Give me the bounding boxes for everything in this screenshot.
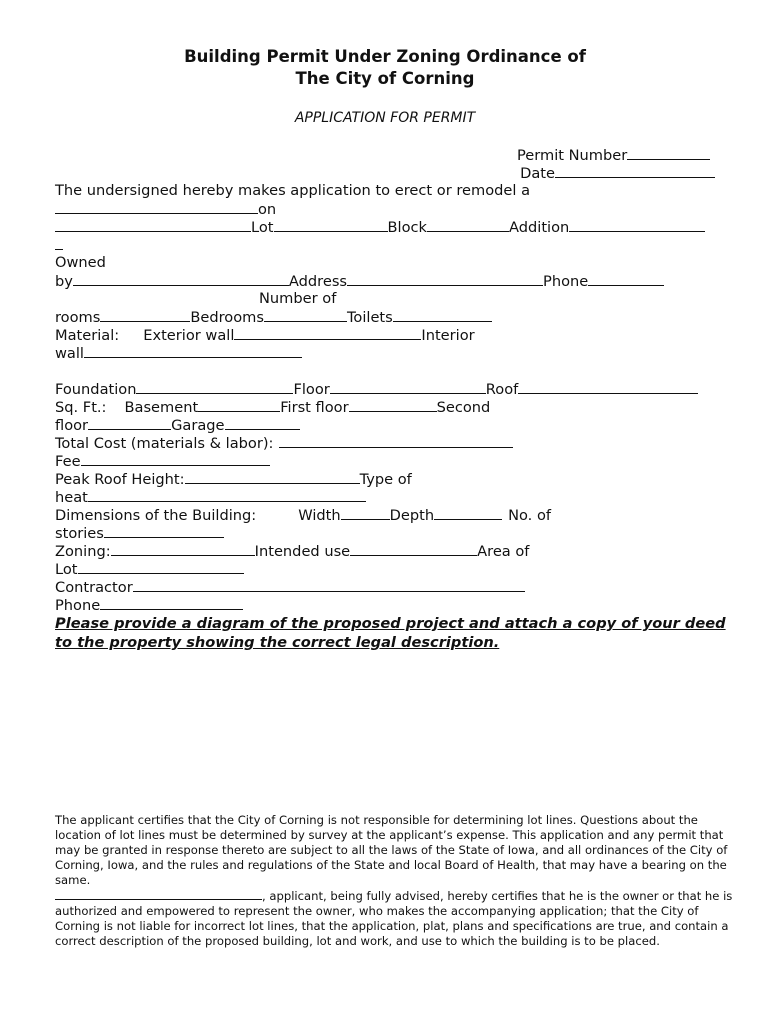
toilets-label: Toilets <box>346 309 393 326</box>
bedrooms-field[interactable] <box>264 308 347 322</box>
foundation-row <box>55 380 698 399</box>
lot-label: Lot <box>251 219 274 236</box>
address-field[interactable] <box>347 272 543 286</box>
second-label: Second <box>436 399 491 416</box>
dimensions-row <box>55 506 551 525</box>
interior-label: Interior <box>421 327 475 344</box>
rooms-row <box>55 308 492 327</box>
lot-area-field[interactable] <box>78 560 244 574</box>
fee-row <box>55 452 270 471</box>
first-floor-field[interactable] <box>349 398 437 412</box>
exterior-wall-label: Exterior wall <box>143 327 235 344</box>
certification-paragraph-1: The applicant certifies that the City of Corning is not responsible for determining lot lines. Questions about the location of lot lines must be determined by survey at the applicant’s expense. This application and any permit that may be granted in response thereto are subject to all the laws of the State of Iowa, and all ordinances of the City of Corning, Iowa, and the rules and regulations of the State and local Board of Health, that may have a bearing on the same. <box>55 813 728 887</box>
stories-field[interactable] <box>104 524 224 538</box>
roof-label: Roof <box>485 381 519 398</box>
zoning-field[interactable] <box>111 542 255 556</box>
owned-label: Owned <box>55 254 106 271</box>
location-field[interactable] <box>55 218 251 232</box>
rooms-label: rooms <box>55 309 101 326</box>
address-label: Address <box>288 273 348 290</box>
intro-text: The undersigned hereby makes application to erect or remodel a <box>55 182 531 199</box>
floor-label: Floor <box>293 381 330 398</box>
material-row <box>55 326 475 345</box>
heat-label: heat <box>55 489 88 506</box>
garage-field[interactable] <box>225 416 300 430</box>
depth-field[interactable] <box>434 506 502 520</box>
total-cost-field[interactable] <box>279 434 513 448</box>
fee-field[interactable] <box>81 452 270 466</box>
heat-row <box>55 488 366 507</box>
depth-label: Depth <box>389 507 435 524</box>
certification-paragraph-2: , applicant, being fully advised, hereby certifies that he is the owner or that he is authorized and empowered to represent the owner, who makes the accompanying application; that the City of Corning is not liable for incorrect lot lines, that the application, plat, plans and specifications are true, and contain a correct description of the proposed building, lot and work, and use to which the building is to be placed. <box>55 889 733 948</box>
form-title-line2: The City of Corning <box>295 69 475 88</box>
owner-field[interactable] <box>73 272 289 286</box>
contractor-label: Contractor <box>55 579 133 596</box>
floor-lower-label: floor <box>55 417 89 434</box>
permit-number-row <box>517 146 710 165</box>
interior-wall-row <box>55 344 302 363</box>
block-label: Block <box>387 219 428 236</box>
owner-row <box>55 272 664 291</box>
toilets-field[interactable] <box>393 308 492 322</box>
addition-continuation-field[interactable] <box>55 236 63 250</box>
permit-number-field[interactable] <box>627 146 710 160</box>
no-of-label: No. of <box>508 507 552 524</box>
date-field[interactable] <box>555 164 715 178</box>
bedrooms-label: Bedrooms <box>190 309 264 326</box>
peak-roof-field[interactable] <box>185 470 360 484</box>
basement-field[interactable] <box>198 398 280 412</box>
foundation-label: Foundation <box>55 381 137 398</box>
first-floor-label: First floor <box>280 399 349 416</box>
sqft-row <box>55 398 490 417</box>
exterior-wall-field[interactable] <box>234 326 421 340</box>
dimensions-label: Dimensions of the Building: <box>55 507 257 524</box>
number-of-label: Number of <box>259 290 337 307</box>
contractor-row <box>55 578 525 597</box>
stories-label: stories <box>55 525 104 542</box>
total-cost-row <box>55 434 513 453</box>
interior-wall-field[interactable] <box>84 344 302 358</box>
diagram-notice: Please provide a diagram of the proposed project and attach a copy of your deed to the property showing the correct legal description. <box>55 615 726 651</box>
on-label: on <box>258 201 277 218</box>
phone-label: Phone <box>543 273 589 290</box>
applicant-name-field[interactable] <box>55 888 262 900</box>
addition-label: Addition <box>509 219 570 236</box>
intended-use-label: Intended use <box>254 543 351 560</box>
material-label: Material: <box>55 327 120 344</box>
rooms-field[interactable] <box>100 308 190 322</box>
structure-row <box>55 200 276 219</box>
addition-field[interactable] <box>569 218 705 232</box>
date-label: Date <box>520 165 555 182</box>
permit-number-label: Permit Number <box>517 147 628 164</box>
addition-continuation <box>55 236 63 255</box>
heat-field[interactable] <box>88 488 366 502</box>
wall-label: wall <box>55 345 84 362</box>
peak-roof-label: Peak Roof Height: <box>55 471 185 488</box>
foundation-field[interactable] <box>136 380 293 394</box>
stories-row <box>55 524 224 543</box>
contractor-phone-row <box>55 596 243 615</box>
floor-field[interactable] <box>330 380 486 394</box>
zoning-label: Zoning: <box>55 543 111 560</box>
garage-label: Garage <box>171 417 225 434</box>
zoning-row <box>55 542 529 561</box>
basement-label: Basement <box>124 399 199 416</box>
date-row <box>517 164 715 183</box>
phone-field[interactable] <box>588 272 664 286</box>
form-title-line1: Building Permit Under Zoning Ordinance of <box>184 47 586 66</box>
sqft-label: Sq. Ft.: <box>55 399 107 416</box>
contractor-field[interactable] <box>133 578 525 592</box>
structure-type-field[interactable] <box>55 200 258 214</box>
certification-paragraph-2-block <box>55 888 735 949</box>
roof-field[interactable] <box>518 380 698 394</box>
lot-field[interactable] <box>274 218 388 232</box>
phone-lower-label: Phone <box>55 597 101 614</box>
peak-roof-row <box>55 470 412 489</box>
form-subtitle: APPLICATION FOR PERMIT <box>294 110 476 126</box>
width-field[interactable] <box>341 506 390 520</box>
lot-area-row <box>55 560 244 579</box>
second-floor-row <box>55 416 300 435</box>
lot-block-row <box>55 218 705 237</box>
total-cost-label: Total Cost (materials & labor): <box>55 435 274 452</box>
by-label: by <box>55 273 73 290</box>
contractor-phone-field[interactable] <box>100 596 243 610</box>
intended-use-field[interactable] <box>350 542 477 556</box>
second-floor-field[interactable] <box>88 416 171 430</box>
width-label: Width <box>298 507 341 524</box>
type-of-label: Type of <box>359 471 412 488</box>
fee-label: Fee <box>55 453 81 470</box>
block-field[interactable] <box>427 218 509 232</box>
lot-lower-label: Lot <box>55 561 78 578</box>
area-of-label: Area of <box>477 543 530 560</box>
